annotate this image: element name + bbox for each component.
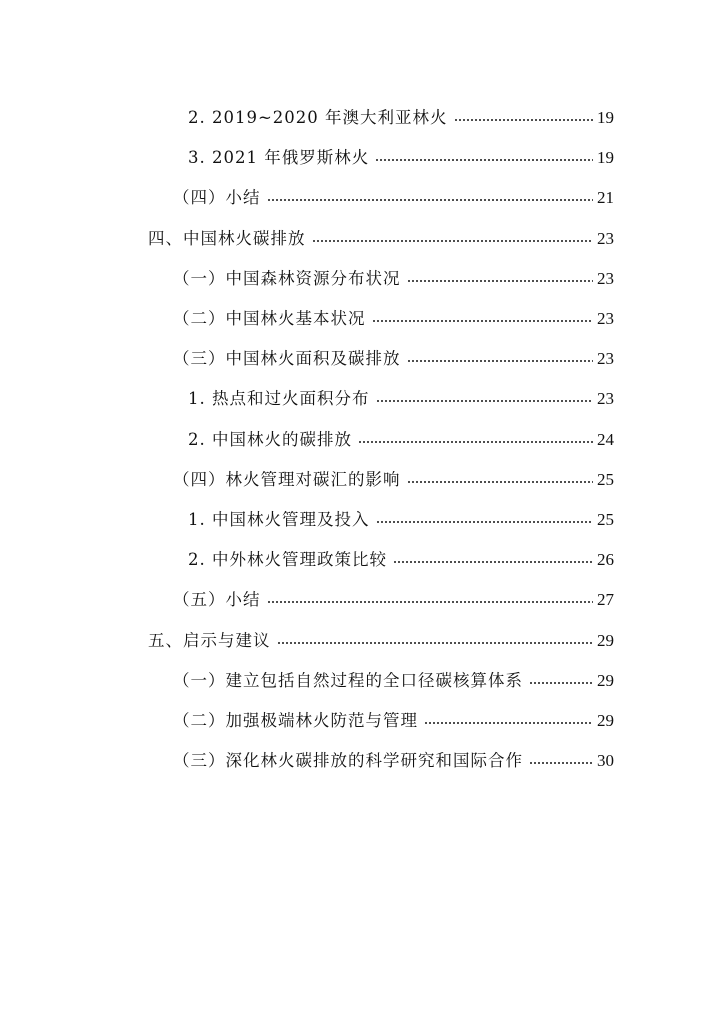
toc-entry[interactable] xyxy=(0,377,724,417)
toc-page-number: 23 xyxy=(597,309,614,329)
dot-leader xyxy=(407,359,594,363)
toc-entry[interactable] xyxy=(0,96,724,136)
dot-leader xyxy=(376,520,594,524)
toc-page-number: 25 xyxy=(597,509,614,529)
toc-entry[interactable] xyxy=(0,538,724,578)
toc-page-number: 25 xyxy=(597,469,614,489)
toc-entry-title: （三）中国林火面积及碳排放 xyxy=(173,349,401,369)
toc-page-number: 26 xyxy=(597,550,614,570)
toc-entry-title: （三）深化林火碳排放的科学研究和国际合作 xyxy=(173,751,523,771)
table-of-contents xyxy=(0,96,724,779)
toc-entry[interactable] xyxy=(0,337,724,377)
dot-leader xyxy=(529,761,593,765)
toc-entry[interactable] xyxy=(0,136,724,176)
dot-leader xyxy=(393,560,593,564)
toc-entry-title: （五）小结 xyxy=(173,590,261,610)
toc-entry-title: （二）中国林火基本状况 xyxy=(173,309,366,329)
dot-leader xyxy=(407,279,594,283)
toc-entry-title: （四）小结 xyxy=(173,188,261,208)
toc-entry-title: 五、启示与建议 xyxy=(148,630,271,650)
toc-entry[interactable] xyxy=(0,618,724,658)
toc-page-number: 23 xyxy=(597,268,614,288)
toc-page-number: 27 xyxy=(597,590,614,610)
toc-entry-title: （一）建立包括自然过程的全口径碳核算体系 xyxy=(173,670,523,690)
toc-page-number: 19 xyxy=(597,108,614,128)
toc-entry[interactable] xyxy=(0,418,724,458)
dot-leader xyxy=(529,681,593,685)
dot-leader xyxy=(424,721,593,725)
toc-entry[interactable] xyxy=(0,699,724,739)
dot-leader xyxy=(267,600,594,604)
toc-page-number: 30 xyxy=(597,751,614,771)
toc-entry-title: 四、中国林火碳排放 xyxy=(148,228,306,248)
toc-entry-title: 1. 中国林火管理及投入 xyxy=(188,509,370,529)
toc-entry-title: 3. 2021 年俄罗斯林火 xyxy=(188,148,370,168)
dot-leader xyxy=(277,641,594,645)
dot-leader xyxy=(376,399,594,403)
toc-entry-title: 2. 中国林火的碳排放 xyxy=(188,429,352,449)
toc-page-number: 23 xyxy=(597,349,614,369)
toc-entry[interactable] xyxy=(0,297,724,337)
toc-entry-title: （四）林火管理对碳汇的影响 xyxy=(173,469,401,489)
toc-entry[interactable] xyxy=(0,739,724,779)
toc-entry-title: 1. 热点和过火面积分布 xyxy=(188,389,370,409)
dot-leader xyxy=(358,440,593,444)
dot-leader xyxy=(407,480,594,484)
toc-page-number: 29 xyxy=(597,710,614,730)
toc-page-number: 21 xyxy=(597,188,614,208)
dot-leader xyxy=(375,158,593,162)
toc-entry[interactable] xyxy=(0,578,724,618)
dot-leader xyxy=(372,319,594,323)
dot-leader xyxy=(267,198,594,202)
toc-page-number: 19 xyxy=(597,148,614,168)
toc-entry-title: 2. 2019~2020 年澳大利亚林火 xyxy=(188,108,448,128)
toc-entry[interactable] xyxy=(0,458,724,498)
toc-page-number: 29 xyxy=(597,630,614,650)
toc-page-number: 29 xyxy=(597,670,614,690)
dot-leader xyxy=(312,239,594,243)
toc-page-number: 24 xyxy=(597,429,614,449)
toc-entry[interactable] xyxy=(0,176,724,216)
toc-entry[interactable] xyxy=(0,257,724,297)
toc-entry-title: 2. 中外林火管理政策比较 xyxy=(188,550,387,570)
toc-entry[interactable] xyxy=(0,217,724,257)
toc-entry-title: （一）中国森林资源分布状况 xyxy=(173,268,401,288)
toc-page-number: 23 xyxy=(597,228,614,248)
toc-entry[interactable] xyxy=(0,659,724,699)
toc-entry[interactable] xyxy=(0,498,724,538)
dot-leader xyxy=(454,118,593,122)
toc-page-number: 23 xyxy=(597,389,614,409)
toc-entry-title: （二）加强极端林火防范与管理 xyxy=(173,710,418,730)
